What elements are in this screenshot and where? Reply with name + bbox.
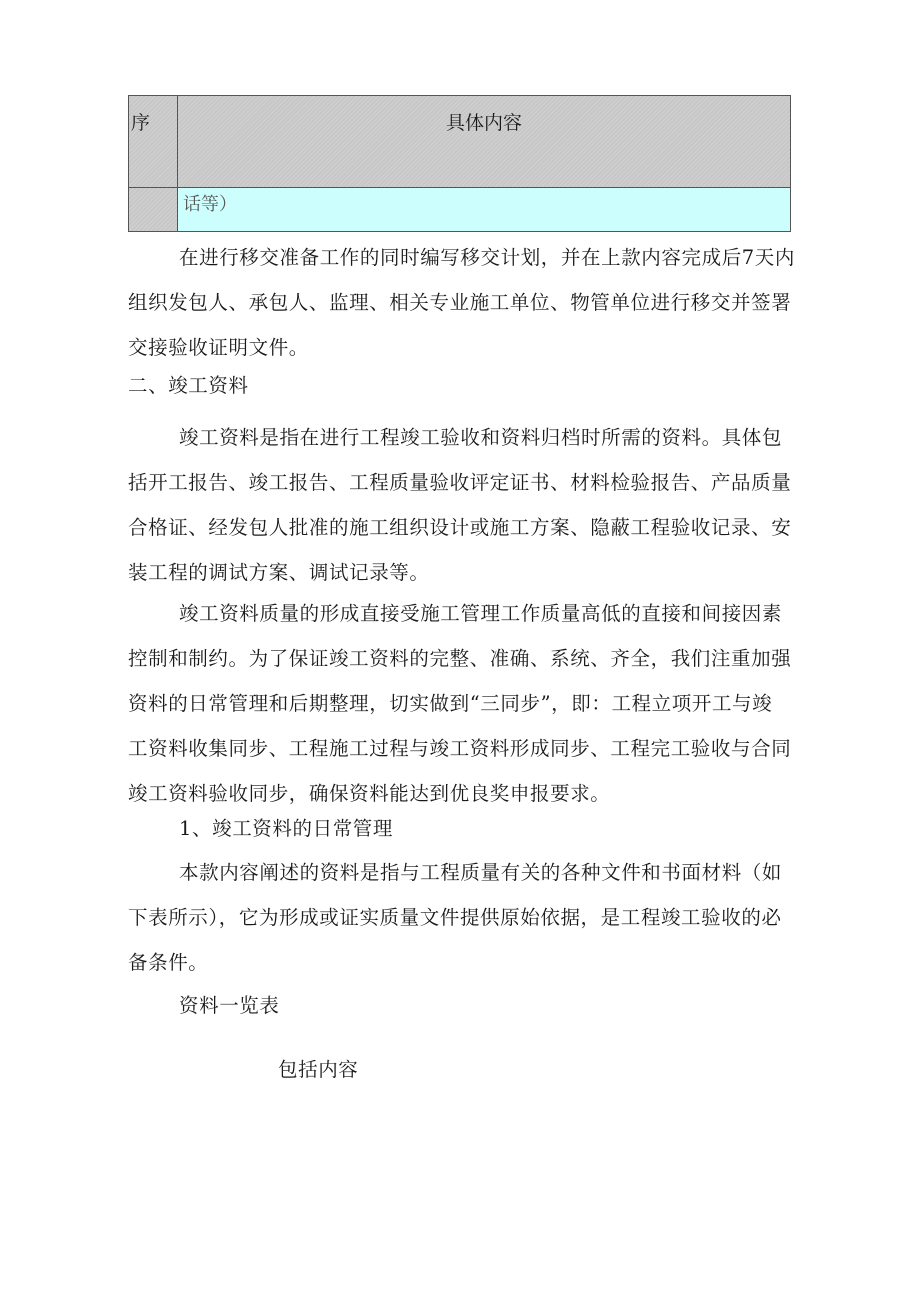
paragraph-line: 备条件。 [128, 951, 209, 974]
heading-text: 二、竣工资料 [128, 374, 249, 397]
paragraph-daily-management [128, 850, 798, 985]
paragraph-line: 在进行移交准备工作的同时编写移交计划，并在上款内容完成后7天内 [179, 246, 796, 269]
paragraph-line: 本款内容阐述的资料是指与工程质量有关的各种文件和书面材料（如 [179, 861, 783, 884]
header-cell-content [178, 96, 790, 188]
heading-daily-management [128, 806, 798, 851]
header-cell-no [129, 96, 178, 188]
paragraph-line: 资料的日常管理和后期整理，切实做到“三同步”，即：工程立项开工与竣 [128, 692, 773, 715]
paragraph-line: 下表所示），它为形成或证实质量文件提供原始依据，是工程竣工验收的必 [128, 906, 782, 929]
table2-header [128, 1047, 798, 1092]
heading-text: 1、竣工资料的日常管理 [179, 817, 394, 840]
row-content-text: 话等） [183, 194, 237, 215]
paragraph-line: 括开工报告、竣工报告、工程质量验收评定证书、材料检验报告、产品质量 [128, 471, 792, 494]
paragraph-line: 装工程的调试方案、调试记录等。 [128, 561, 430, 584]
paragraph-completion-docs-definition [128, 415, 798, 595]
header-no-label: 序 [131, 112, 151, 134]
paragraph-line: 合格证、经发包人批准的施工组织设计或施工方案、隐蔽工程验收记录、安 [128, 516, 792, 539]
paragraph-line: 竣工资料质量的形成直接受施工管理工作质量高低的直接和间接因素 [179, 602, 783, 625]
paragraph-line: 组织发包人、承包人、监理、相关专业施工单位、物管单位进行移交并签署 [128, 291, 792, 314]
caption-text: 资料一览表 [179, 994, 280, 1017]
top-table [128, 95, 791, 232]
paragraph-line: 交接验收证明文件。 [128, 336, 309, 359]
row-cell-content [178, 188, 790, 231]
paragraph-line: 控制和制约。为了保证竣工资料的完整、准确、系统、齐全，我们注重加强 [128, 647, 792, 670]
paragraph-line: 竣工资料验收同步，确保资料能达到优良奖申报要求。 [128, 782, 611, 805]
paragraph-completion-docs-quality [128, 591, 798, 816]
row-cell-no [129, 188, 178, 231]
paragraph-line: 竣工资料是指在进行工程竣工验收和资料归档时所需的资料。具体包 [179, 426, 783, 449]
paragraph-transfer-plan [128, 235, 798, 370]
table-caption [128, 983, 798, 1028]
table2-header-label: 包括内容 [278, 1058, 359, 1081]
heading-completion-docs [128, 363, 798, 408]
paragraph-line: 工资料收集同步、工程施工过程与竣工资料形成同步、工程完工验收与合同 [128, 737, 792, 760]
header-content-label: 具体内容 [445, 112, 522, 134]
